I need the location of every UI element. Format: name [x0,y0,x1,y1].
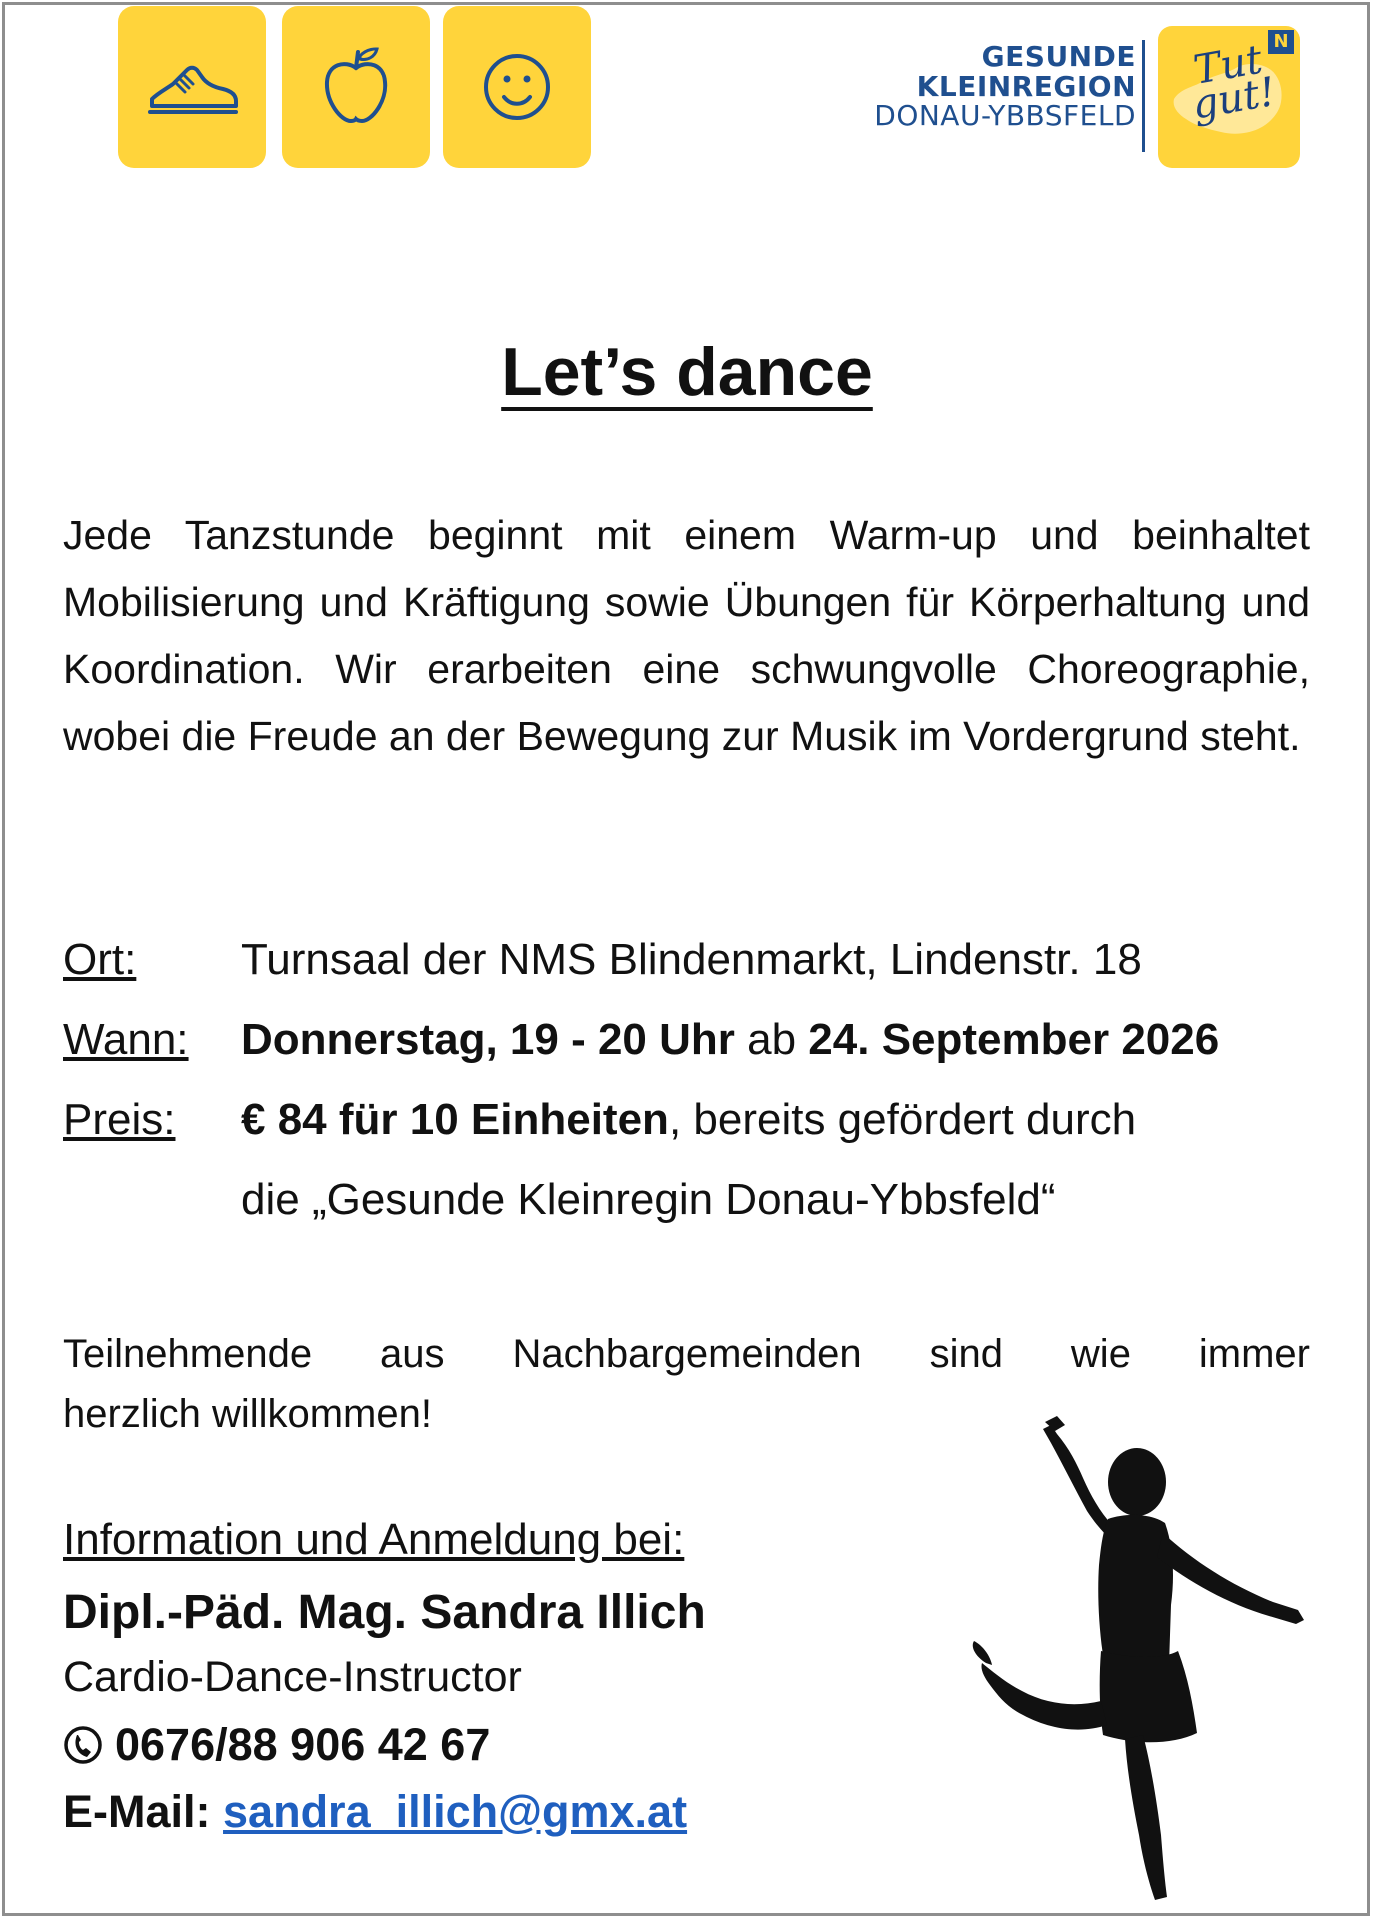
contact-name: Dipl.-Päd. Mag. Sandra Illich [63,1586,706,1639]
logo-line-2: KLEINREGION [916,69,1136,103]
contact-heading: Information und Anmeldung bei: [63,1515,685,1564]
time-value [241,1015,1310,1064]
shoe-tile [118,6,266,168]
welcome-note-line-2: herzlich willkommen! [63,1392,432,1436]
contact-role: Cardio-Dance-Instructor [63,1653,522,1701]
time-date: 24. September 2026 [808,1015,1220,1064]
price-label: Preis: [63,1095,176,1144]
tut-gut-badge [1158,26,1300,168]
phone-icon [63,1725,103,1765]
email-link[interactable]: sandra_illich@gmx.at [223,1786,688,1837]
page-title [0,334,1374,410]
logo-line-1: GESUNDE [981,40,1136,73]
smiley-tile [443,6,591,168]
welcome-note-line-1: Teilnehmende aus Nachbargemeinden sind wie immer [63,1332,1310,1376]
dancer-silhouette-icon [906,1415,1316,1900]
price-amount: € 84 für 10 Einheiten [241,1095,669,1144]
time-connector: ab [734,1015,809,1064]
intro-paragraph: Jede Tanzstunde beginnt mit einem Warm-up und beinhaltet Mobilisierung und Kräftigung sowie Übungen für Körperhaltung und Koordination. Wir erarbeiten eine schwungvolle Choreographie, wobei die Freude an der Bewegung zur Musik im Vordergrund steht. [63,512,1310,759]
badge-letter: N [1268,30,1294,54]
running-shoe-icon [142,37,242,137]
price-value [241,1095,1310,1144]
badge-slogan: Tut gut! [1188,36,1280,129]
logo-line-3: DONAU-YBBSFELD [874,99,1136,133]
gesunde-kleinregion-logo [836,26,1300,168]
smiley-icon [467,37,567,137]
time-main: Donnerstag, 19 - 20 Uhr [241,1015,735,1064]
apple-icon [306,37,406,137]
logo-divider [1142,40,1145,152]
page-title-text: Let’s dance [501,334,873,410]
logo-text-block [874,42,1136,131]
time-label: Wann: [63,1015,189,1064]
contact-email [63,1786,687,1838]
email-label: E-Mail: [63,1786,211,1837]
contact-phone [63,1719,490,1771]
price-rest: , bereits gefördert durch [668,1095,1137,1144]
contact-phone-number[interactable]: 0676/88 906 42 67 [115,1719,491,1770]
apple-tile [282,6,430,168]
location-value: Turnsaal der NMS Blindenmarkt, Lindenstr. 18 [241,935,1142,984]
location-label: Ort: [63,935,137,984]
price-line-2: die „Gesunde Kleinregin Donau-Ybbsfeld“ [241,1175,1056,1224]
